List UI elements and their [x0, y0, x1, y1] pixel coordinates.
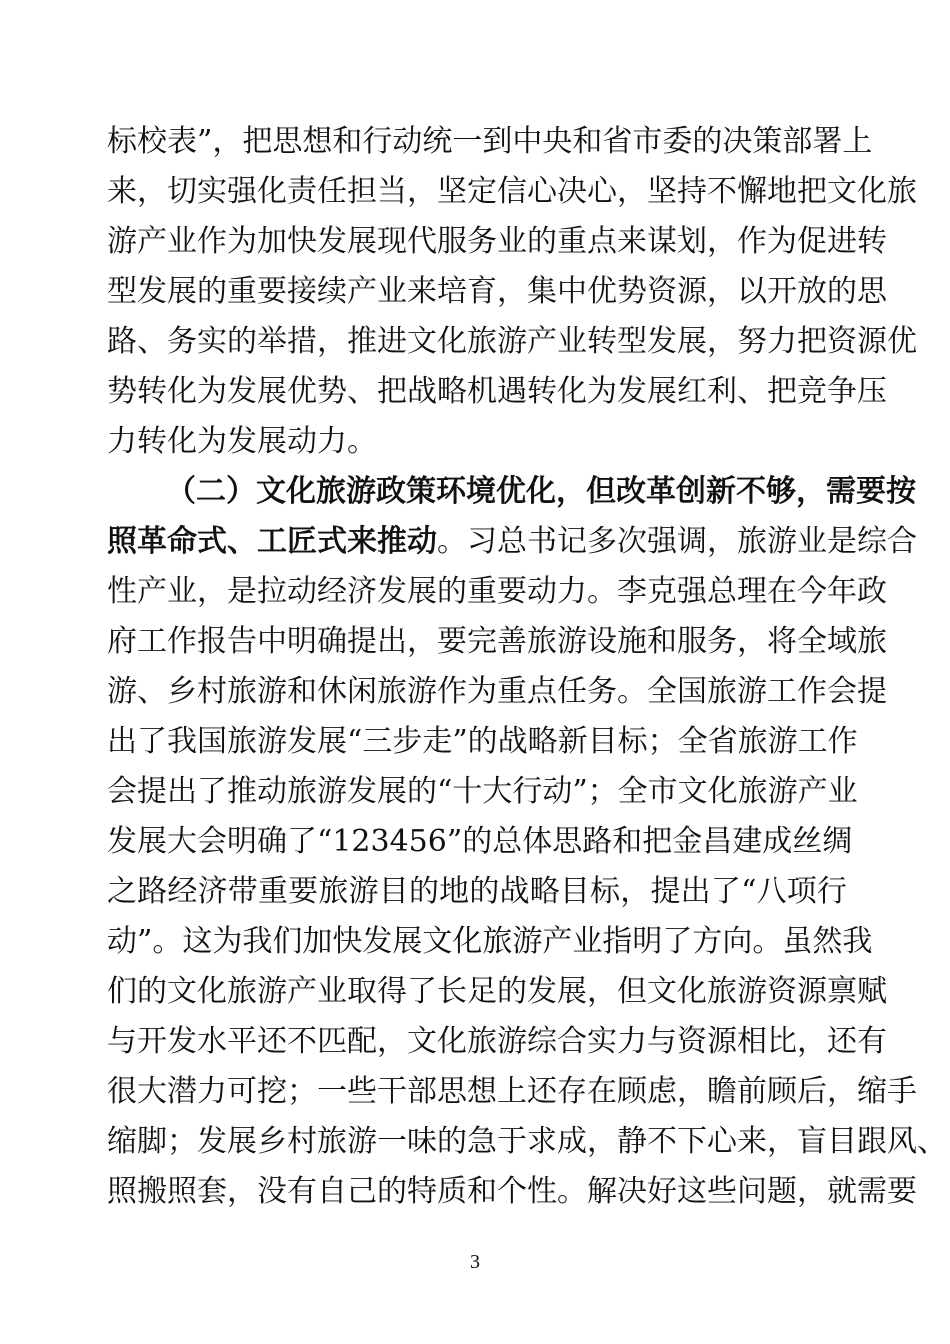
section-heading — [166, 472, 916, 512]
paragraph-line: 型发展的重要接续产业来培育，集中优势资源，以开放的思 — [107, 274, 887, 309]
paragraph-line: 游产业作为加快发展现代服务业的重点来谋划，作为促进转 — [107, 224, 887, 259]
page-number: 3 — [470, 1251, 480, 1273]
paragraph-line: 来，切实强化责任担当，坚定信心决心，坚持不懈地把文化旅 — [107, 174, 917, 209]
paragraph-line: 们的文化旅游产业取得了长足的发展，但文化旅游资源禀赋 — [107, 974, 887, 1009]
paragraph-line: 很大潜力可挖；一些干部思想上还存在顾虑，瞻前顾后，缩手 — [107, 1074, 917, 1109]
paragraph-line: 与开发水平还不匹配，文化旅游综合实力与资源相比，还有 — [107, 1024, 887, 1059]
section-heading-continuation: 照革命式、工匠式来推动 — [107, 524, 437, 559]
paragraph-line: 标校表”，把思想和行动统一到中央和省市委的决策部署上 — [107, 124, 873, 159]
paragraph-line: 游、乡村旅游和休闲旅游作为重点任务。全国旅游工作会提 — [107, 674, 887, 709]
paragraph-line: 动”。这为我们加快发展文化旅游产业指明了方向。虽然我 — [107, 924, 873, 959]
paragraph-line — [107, 522, 917, 562]
paragraph-line: 缩脚；发展乡村旅游一味的急于求成，静不下心来，盲目跟风、 — [107, 1124, 947, 1159]
paragraph-line: 路、务实的举措，推进文化旅游产业转型发展，努力把资源优 — [107, 324, 917, 359]
paragraph-line: 力转化为发展动力。 — [107, 424, 377, 459]
paragraph-line: 照搬照套，没有自己的特质和个性。解决好这些问题，就需要 — [107, 1174, 917, 1209]
section-heading-text: （二）文化旅游政策环境优化，但改革创新不够，需要按 — [166, 474, 916, 509]
paragraph-line: 之路经济带重要旅游目的地的战略目标，提出了“八项行 — [107, 874, 847, 909]
paragraph-line: 府工作报告中明确提出，要完善旅游设施和服务，将全域旅 — [107, 624, 887, 659]
paragraph-text: 。习总书记多次强调，旅游业是综合 — [437, 524, 917, 559]
paragraph-line: 出了我国旅游发展“三步走”的战略新目标；全省旅游工作 — [107, 724, 858, 759]
paragraph-line: 发展大会明确了“123456”的总体思路和把金昌建成丝绸 — [107, 824, 853, 859]
paragraph-line: 性产业，是拉动经济发展的重要动力。李克强总理在今年政 — [107, 574, 887, 609]
paragraph-line: 会提出了推动旅游发展的“十大行动”；全市文化旅游产业 — [107, 774, 858, 809]
paragraph-line: 势转化为发展优势、把战略机遇转化为发展红利、把竞争压 — [107, 374, 887, 409]
